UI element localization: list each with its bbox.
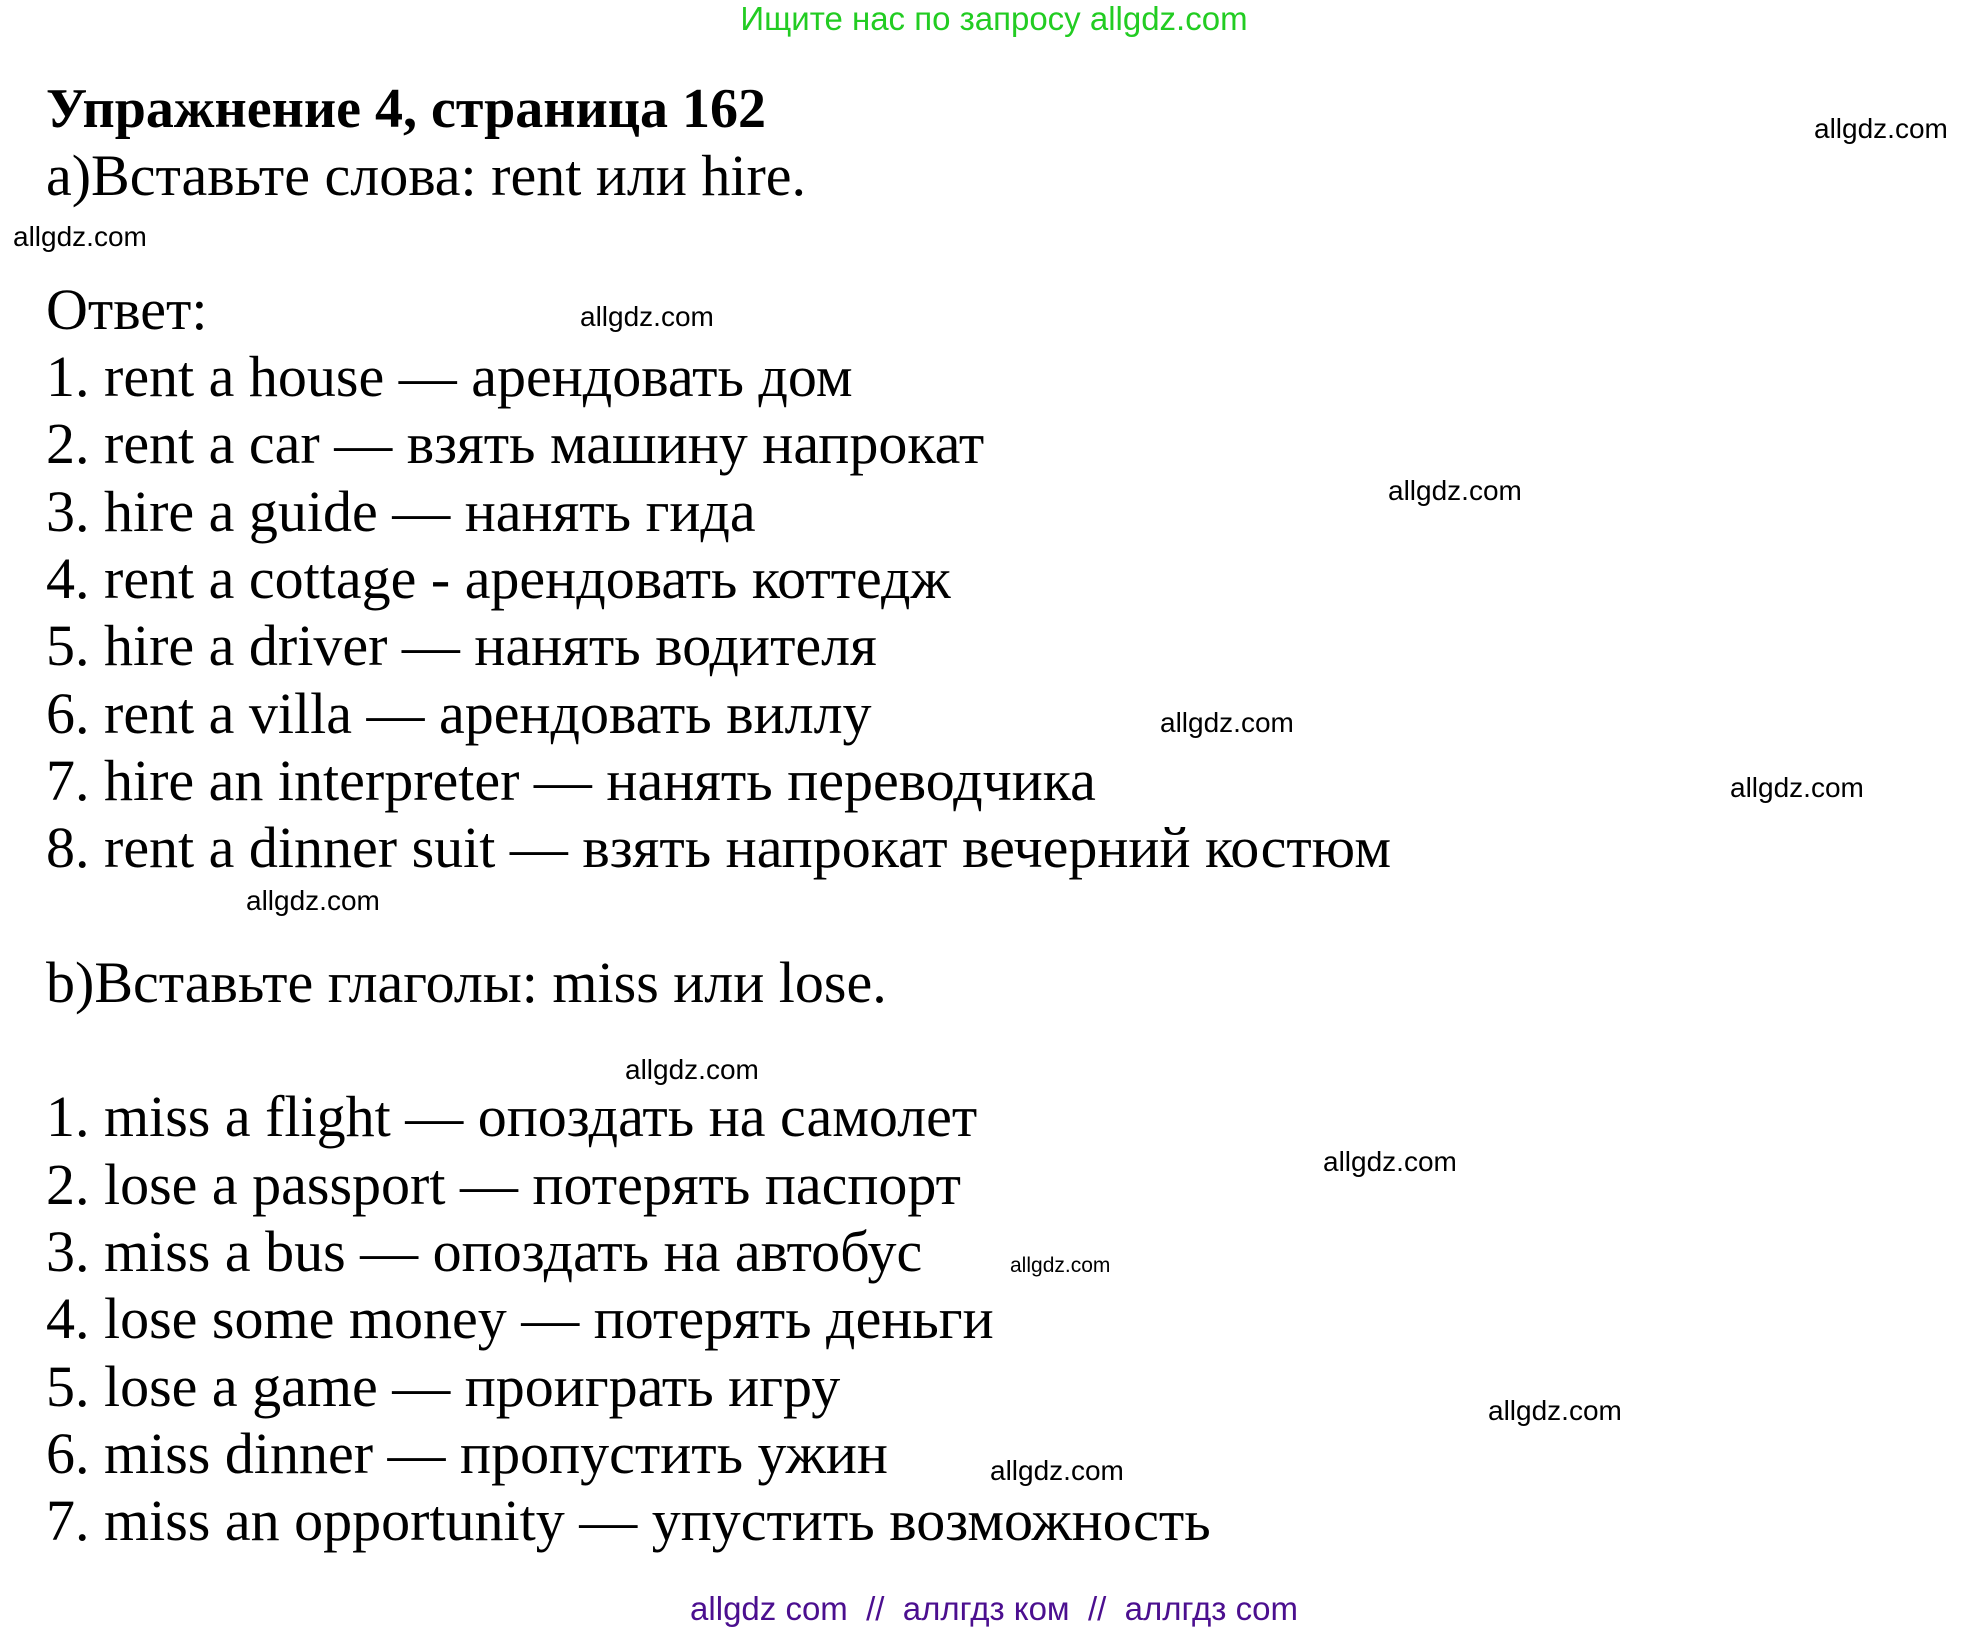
watermark: allgdz.com <box>1323 1146 1457 1177</box>
watermark: allgdz.com <box>13 221 147 252</box>
answer-b-item: 1. miss a flight — опоздать на самолет <box>46 1084 978 1149</box>
answer-b-item: 6. miss dinner — пропустить ужин <box>46 1421 888 1486</box>
watermark: allgdz.com <box>990 1455 1124 1486</box>
watermark: allgdz.com <box>1010 1254 1111 1277</box>
watermark: allgdz.com <box>1388 475 1522 506</box>
watermark: allgdz.com <box>580 301 714 332</box>
watermark: allgdz.com <box>246 885 380 916</box>
answer-a-item: 2. rent a car — взять машину напрокат <box>46 411 985 476</box>
watermark: allgdz.com <box>1488 1395 1622 1426</box>
task-b: b)Вставьте глаголы: miss или lose. <box>46 950 887 1015</box>
answer-b-item: 4. lose some money — потерять деньги <box>46 1286 994 1351</box>
answer-b-item: 7. miss an opportunity — упустить возможность <box>46 1488 1211 1553</box>
answer-b-item: 2. lose a passport — потерять паспорт <box>46 1152 961 1217</box>
answer-b-item: 5. lose a game — проиграть игру <box>46 1354 841 1419</box>
answer-label: Ответ: <box>46 277 208 342</box>
footer-banner: allgdz com // аллгдз ком // аллгдз com <box>690 1590 1298 1627</box>
watermark: allgdz.com <box>1160 707 1294 738</box>
answer-a-item: 5. hire a driver — нанять водителя <box>46 613 877 678</box>
promo-banner: Ищите нас по запросу allgdz.com <box>740 0 1248 37</box>
answer-b-item: 3. miss a bus — опоздать на автобус <box>46 1219 923 1284</box>
answer-a-item: 8. rent a dinner suit — взять напрокат вечерний костюм <box>46 815 1392 880</box>
answer-a-item: 3. hire a guide — нанять гида <box>46 479 756 544</box>
page-title: Упражнение 4, страница 162 <box>46 78 767 140</box>
watermark: allgdz.com <box>625 1054 759 1085</box>
answer-a-item: 1. rent a house — арендовать дом <box>46 344 853 409</box>
watermark: allgdz.com <box>1814 113 1948 144</box>
answer-a-item: 4. rent a cottage - арендовать коттедж <box>46 546 951 611</box>
task-a: a)Вставьте слова: rent или hire. <box>46 143 807 208</box>
answer-a-item: 6. rent a villa — арендовать виллу <box>46 681 872 746</box>
watermark: allgdz.com <box>1730 772 1864 803</box>
answer-a-item: 7. hire an interpreter — нанять переводчика <box>46 748 1096 813</box>
